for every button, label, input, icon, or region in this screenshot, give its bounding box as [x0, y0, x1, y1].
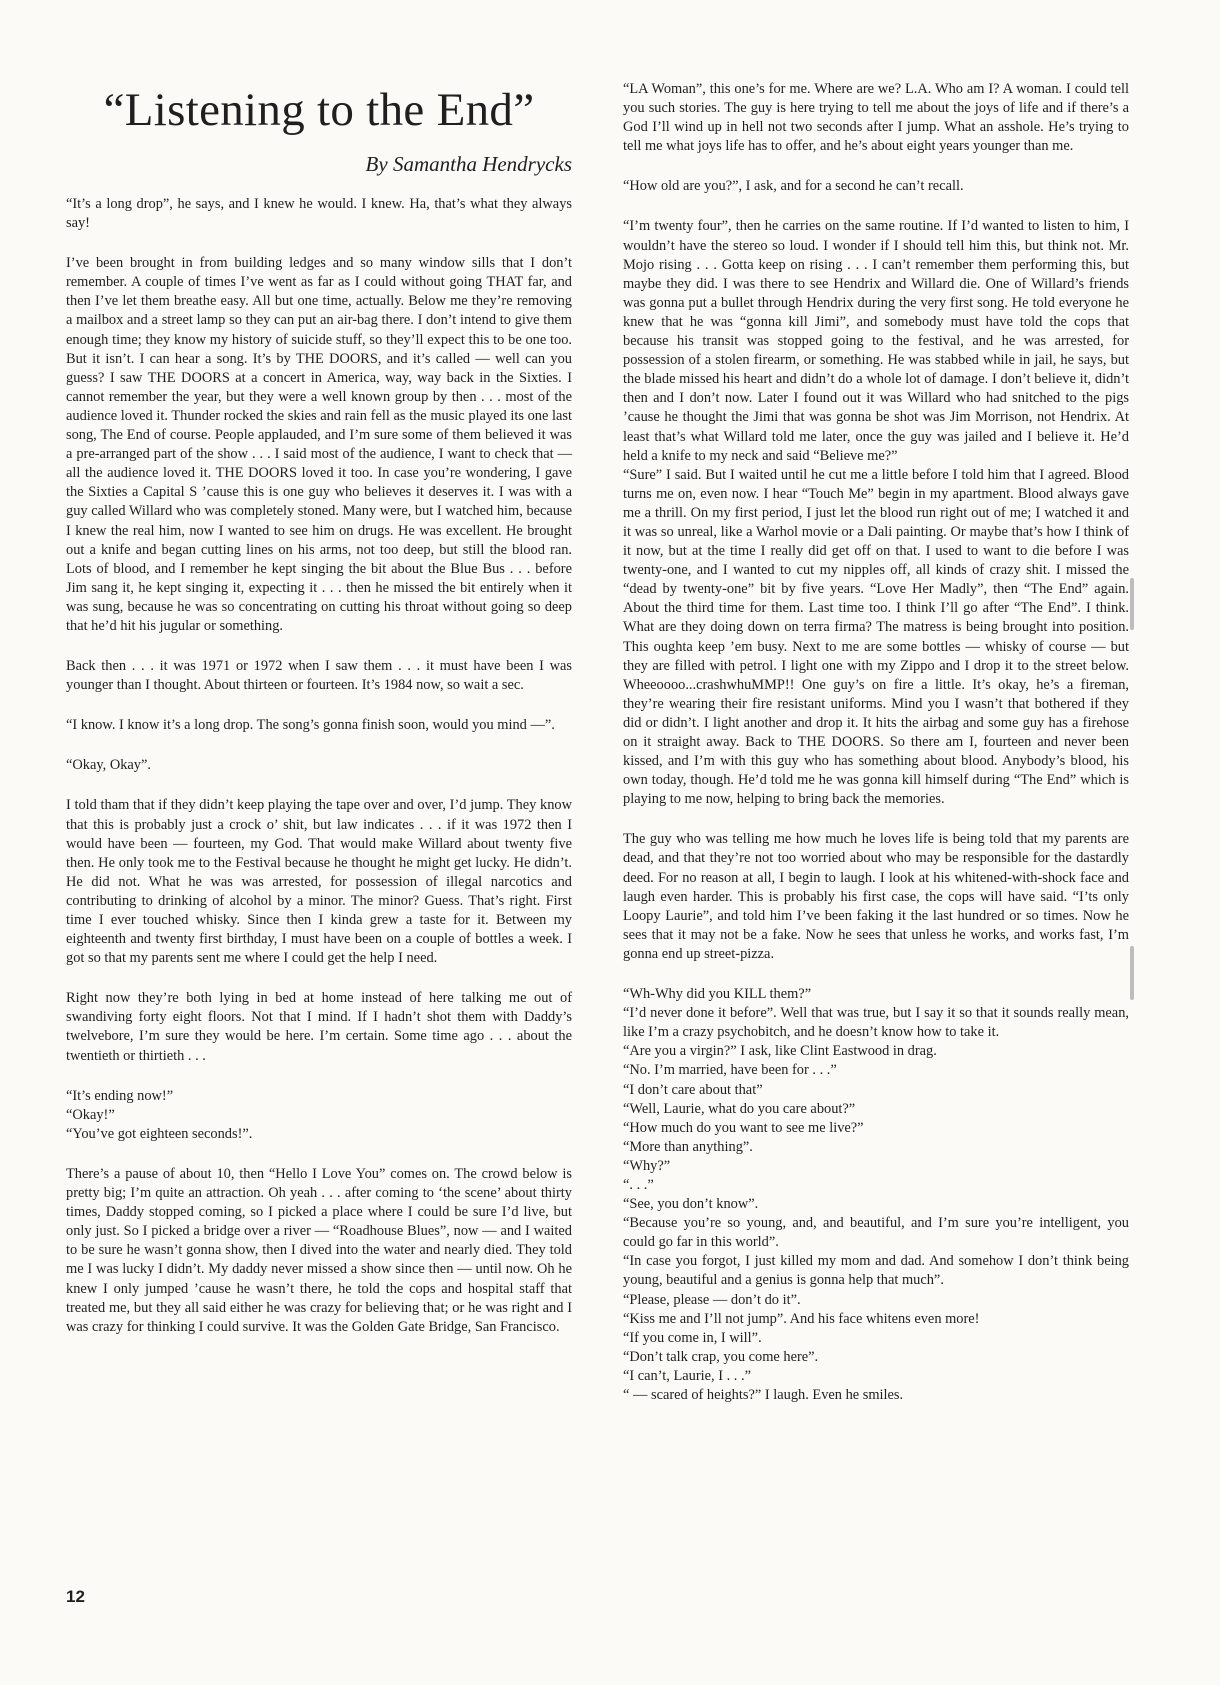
dialogue-line: “Don’t talk crap, you come here”.	[623, 1348, 819, 1365]
paragraph: “LA Woman”, this one’s for me. Where are we? L.A. Who am I? A woman. I could tell you such stories. The guy is here trying to tell me about the joys of life and if there’s a God I’ll wind up in hell not two seconds after I jump. What an asshole. He’s trying to tell me what joys life has to offer, and he’s about eight years younger than me.	[623, 81, 1129, 155]
dialogue-line: “Well, Laurie, what do you care about?”	[623, 1100, 856, 1117]
paragraph: “It’s a long drop”, he says, and I knew he would. I knew. Ha, that’s what they always say!	[66, 196, 572, 232]
paragraph: There’s a pause of about 10, then “Hello I Love You” comes on. The crowd below is pretty big; I’m quite an attraction. Oh yeah . . . after coming to ‘the scene’ about thirty times, Daddy stopped coming, so I picked a place where I could be sure I’d live, but only just. So I picked a bridge over a river — “Roadhouse Blues”, now — and I waited to be sure he wasn’t gonna show, then I dived into the water and nearly died. They told me I was lucky I didn’t. My daddy never missed a show since then — until now. Oh he knew I only jumped ’cause he wasn’t there, he told the cops and hospital staff that treated me, but they all said either he was crazy for believing that; or he was right and I was crazy for thinking I could survive. It was the Golden Gate Bridge, San Francisco.	[66, 1165, 572, 1335]
article-title: “Listening to the End”	[103, 84, 535, 136]
paragraph: Back then . . . it was 1971 or 1972 when I saw them . . . it must have been I was younger than I thought. About thirteen or fourteen. It’s 1984 now, so wait a sec.	[66, 658, 572, 694]
paragraph: “Sure” I said. But I waited until he cut me a little before I told him that I agreed. Blood turns me on, even now. I hear “Touch Me” begin in my apartment. Blood always gave me a thrill. On my first period, I just let the blood run right out of me; I watched it and it was so unreal, like a Warhol movie or a Dali painting. Or maybe that’s how I think of it now, but at the time I really did get off on that. I used to want to die before I was twenty-one, and I wanted to cut my nipples off, all kinds of crazy shit. I missed the “dead by twenty-one” bit by five years. “Love Her Madly”, then “The End” again. About the third time for them. Last time too. I think I’ll go after “The End”. I think. What are they doing down on terra firma? The matress is being brought into position. This oughta keep ’em busy. Next to me are some bottles — whisky of course — but they are filled with petrol. I light one with my Zippo and I drop it to the street below. Wheeoooo...crashwhuMMP!! One guy’s on fire a little. It’s okay, he’s a fireman, they’re wearing their fire resistant uniforms. Mind you I wasn’t that bothered if they did or didn’t. I light another and drop it. It hits the airbag and some guy has a firehose on it straight away. Back to THE DOORS. So there am I, fourteen and never been kissed, and I’m with this guy who has something about blood. Anybody’s blood, his own today, though. He’d told me he was gonna kill himself during “The End” which is playing to me now, helping to bring back the memories.	[623, 466, 1129, 808]
dialogue-block	[623, 985, 1129, 1405]
binding-mark	[1130, 946, 1134, 1000]
dialogue-line: “In case you forgot, I just killed my mom and dad. And somehow I don’t think being young, beautiful and a genius is gonna help that much”.	[623, 1253, 1129, 1289]
dialogue-line: “Okay!”	[66, 1106, 115, 1123]
article-byline: By Samantha Hendrycks	[365, 152, 572, 176]
dialogue-line: “ — scared of heights?” I laugh. Even he smiles.	[623, 1387, 904, 1403]
paragraph: “How old are you?”, I ask, and for a second he can’t recall.	[623, 178, 964, 195]
paragraph: Right now they’re both lying in bed at home instead of here talking me out of swandiving forty eight floors. Not that I mind. If I hadn’t shot them with Daddy’s twelvebore, I’m sure they would be here. I’m certain. Some time ago . . . about the twentieth or thirtieth . . .	[66, 990, 572, 1064]
dialogue-line: “More than anything”.	[623, 1138, 753, 1155]
paragraph: “I’m twenty four”, then he carries on the same routine. If I’d wanted to listen to him, I wouldn’t have the stereo so loud. I wonder if I should tell him this, but think not. Mr. Mojo rising . . . Gotta keep on rising . . . I can’t remember them performing this, but maybe they did. I was there to see Hendrix and Willard die. One of Willard’s friends was gonna put a bullet through Hendrix during the very first song. He told everyone he knew that he was “gonna kill Jimi”, and somebody must have told the cops that because his transit was stopped going to the festival, and he was arrested, for possession of a stolen firearm, or something. He was stabbed while in jail, he says, but the blade missed his heart and didn’t do a whole lot of damage. I don’t believe it, didn’t then and I don’t now. Later I found out it was Willard who had snitched to the pigs ’cause he thought the Jimi that was gonna be shot was Jim Morrison, not Hendrix. At least that’s what Willard told me later, once the guy was jailed and I believe it. He’d held a knife to my neck and said “Believe me?”	[623, 218, 1129, 464]
dialogue-line: “Kiss me and I’ll not jump”. And his face whitens even more!	[623, 1310, 980, 1327]
left-column	[66, 80, 572, 1358]
paragraph: The guy who was telling me how much he loves life is being told that my parents are dead, and that they’re not too worried about who may be responsible for the dastardly deed. For no reason at all, I begin to laugh. I look at his whitened-with-shock face and laugh even harder. This is probably his first case, the cops will have said. “I’ts only Loopy Laurie”, and told him I’ve been faking it the last hundred or so times. Now he sees that it may not be a fake. Now he sees that unless he works, and works fast, I’m gonna end up street-pizza.	[623, 831, 1129, 962]
dialogue-line: “How much do you want to see me live?”	[623, 1119, 864, 1136]
paragraph: I’ve been brought in from building ledges and so many window sills that I don’t remember. A couple of times I’ve went as far as I could without going THAT far, and then I’ve let them breathe easy. All but one time, actually. Below me they’re removing a mailbox and a street lamp so they can put an air-bag there. I don’t intend to give them enough time; they know my history of suicide stuff, so they’ll expect this to be one too. But it isn’t. I can hear a song. It’s by THE DOORS, and it’s called — well can you guess? I saw THE DOORS at a concert in America, way, way back in the Sixties. I cannot remember the year, but they were a well known group by then . . . most of the audience loved it. Thunder rocked the skies and rain fell as the music played its one last song, The End of course. People applauded, and I’m sure some of them believed it was a pre-arranged part of the show . . . I said most of the audience, I want to check that — all the audience loved it. THE DOORS loved it too. In case you’re wondering, I gave the Sixties a Capital S ’cause this is one guy who believes it deserves it. I was with a guy called Willard who was completely stoned. Many were, but I watched him, because I knew the real him, now I wanted to see him on drugs. He was excellent. He brought out a knife and began cutting lines on his arms, not too deep, but still the blood ran. Lots of blood, and I remember he kept singing the bit about the Blue Bus . . . before Jim sang it, he kept singing it, expecting it . . . then he missed the bit entirely when it was sung, because he was so concentrating on cutting his throat without going so deep that he’d hit his jugular or something.	[66, 255, 572, 634]
dialogue-line: “You’ve got eighteen seconds!”.	[66, 1125, 253, 1142]
paragraph: “Okay, Okay”.	[66, 757, 151, 774]
dialogue-line: “Please, please — don’t do it”.	[623, 1291, 801, 1308]
dialogue-line: “Why?”	[623, 1157, 671, 1174]
dialogue-block	[66, 1087, 572, 1144]
dialogue-line: “No. I’m married, have been for . . .”	[623, 1062, 837, 1079]
binding-mark	[1130, 578, 1134, 630]
paragraph: I told tham that if they didn’t keep playing the tape over and over, I’d jump. They know that this is probably just a crock o’ shit, but law indicates . . . if it was 1972 then I would have been — fourteen, my God. That would make Willard about twenty five then. He only took me to the Festival because he thought he might get lucky. He didn’t. He did not. What he was was arrested, for possession of illegal narcotics and contributing to drinking of alcohol by a minor. The minor? Guess. That’s right. First time I ever touched whisky. Since then I kinda grew a taste for it. Between my eighteenth and twenty first birthday, I must have been on a couple of bottles a week. I got so that my parents sent me where I could get the help I need.	[66, 797, 572, 967]
dialogue-line: “I don’t care about that”	[623, 1081, 763, 1098]
dialogue-line: “Are you a virgin?” I ask, like Clint Eastwood in drag.	[623, 1043, 937, 1060]
dialogue-line: “. . .”	[623, 1176, 654, 1193]
dialogue-line: “I’d never done it before”. Well that was true, but I say it so that it sounds really mean, like I’m a crazy psychobitch, and he doesn’t know how to take it.	[623, 1005, 1129, 1041]
dialogue-line: “If you come in, I will”.	[623, 1329, 762, 1346]
dialogue-line: “Wh-Why did you KILL them?”	[623, 986, 812, 1003]
page-number: 12	[66, 1587, 85, 1606]
dialogue-line: “I can’t, Laurie, I . . .”	[623, 1367, 751, 1384]
right-column	[623, 80, 1129, 1426]
dialogue-line: “See, you don’t know”.	[623, 1196, 759, 1213]
paragraph: “I know. I know it’s a long drop. The song’s gonna finish soon, would you mind —”.	[66, 717, 555, 734]
dialogue-line: “It’s ending now!”	[66, 1087, 174, 1104]
dialogue-line: “Because you’re so young, and, and beautiful, and I’m sure you’re intelligent, you could go far in this world”.	[623, 1215, 1129, 1251]
